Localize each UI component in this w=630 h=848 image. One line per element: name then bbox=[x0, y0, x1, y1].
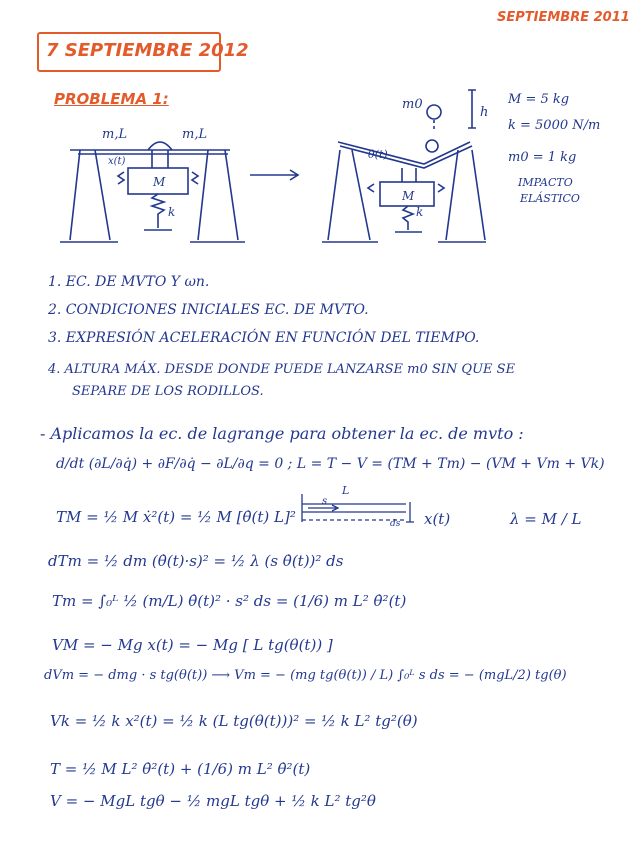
eq-lambda: λ = M / L bbox=[510, 510, 582, 528]
eq-VM: VM = − Mg x(t) = − Mg [ L tg(θ(t)) ] bbox=[52, 636, 333, 654]
task-2: 2. CONDICIONES INICIALES EC. DE MVTO. bbox=[48, 302, 369, 318]
bar-sketch bbox=[298, 482, 438, 528]
eq-V: V = − MgL tgθ − ½ mgL tgθ + ½ k L² tg²θ bbox=[50, 792, 376, 810]
given-k: k = 5000 N/m bbox=[508, 118, 601, 133]
eq-lagrange: d/dt (∂L/∂q̇) + ∂F/∂q̇ − ∂L/∂q = 0 ; L = T − V = (TM + Tm) − (VM + Vm + Vk) bbox=[56, 456, 605, 472]
left-angle-label: x(t) bbox=[108, 156, 126, 167]
bar-s-label: s bbox=[322, 496, 328, 507]
task-1: 1. EC. DE MVTO Y ωn. bbox=[48, 274, 210, 290]
bar-L-label: L bbox=[342, 484, 350, 497]
corner-date: SEPTIEMBRE 2011 bbox=[497, 10, 630, 25]
right-h-label: h bbox=[480, 105, 489, 120]
left-mass-label-2: m,L bbox=[182, 127, 208, 142]
left-mass-label-1: m,L bbox=[102, 127, 128, 142]
eq-Tm: Tm = ∫₀ᴸ ½ (m/L) θ̇(t)² · s² ds = (1/6) m L² θ̇²(t) bbox=[52, 592, 407, 610]
right-spring-k: k bbox=[416, 205, 424, 219]
task-3: 3. EXPRESIÓN ACELERACIÓN EN FUNCIÓN DEL TIEMPO. bbox=[48, 330, 480, 346]
given-M: M = 5 kg bbox=[508, 92, 570, 107]
bar-x-label: x(t) bbox=[424, 510, 451, 528]
left-mass-M: M bbox=[153, 175, 166, 189]
eq-dTm: dTm = ½ dm (θ̇(t)·s)² = ½ λ (s θ̇(t))² ds bbox=[48, 552, 344, 570]
left-spring-k: k bbox=[168, 205, 176, 219]
task-4: 4. ALTURA MÁX. DESDE DONDE PUEDE LANZARSE m0 SIN QUE SE bbox=[48, 362, 516, 377]
right-theta-label: θ(t) bbox=[368, 148, 388, 161]
bar-ds-label: ds bbox=[390, 519, 401, 529]
given-m0: m0 = 1 kg bbox=[508, 150, 577, 165]
eq-TM: TM = ½ M ẋ²(t) = ½ M [θ̇(t) L]² bbox=[56, 508, 296, 526]
date-title: 7 SEPTIEMBRE 2012 bbox=[46, 40, 249, 61]
problem-figure bbox=[40, 80, 489, 255]
intro-line: - Aplicamos la ec. de lagrange para obtener la ec. de mvto : bbox=[40, 424, 524, 443]
right-mass-M: M bbox=[402, 189, 415, 203]
eq-dVm: dVm = − dmg · s tg(θ(t)) ⟶ Vm = − (mg tg(θ(t)) / L) ∫₀ᴸ s ds = − (mgL/2) tg(θ) bbox=[44, 668, 567, 683]
given-impact: IMPACTO bbox=[518, 176, 573, 189]
eq-Vk: Vk = ½ k x²(t) = ½ k (L tg(θ(t)))² = ½ k L² tg²(θ) bbox=[50, 712, 418, 730]
eq-T: T = ½ M L² θ̇²(t) + (1/6) m L² θ̇²(t) bbox=[50, 760, 311, 778]
given-elastic: ELÁSTICO bbox=[520, 192, 580, 205]
problem-title: PROBLEMA 1: bbox=[54, 90, 169, 108]
right-m0-label: m0 bbox=[402, 97, 423, 112]
task-4-cont: SEPARE DE LOS RODILLOS. bbox=[72, 384, 264, 399]
